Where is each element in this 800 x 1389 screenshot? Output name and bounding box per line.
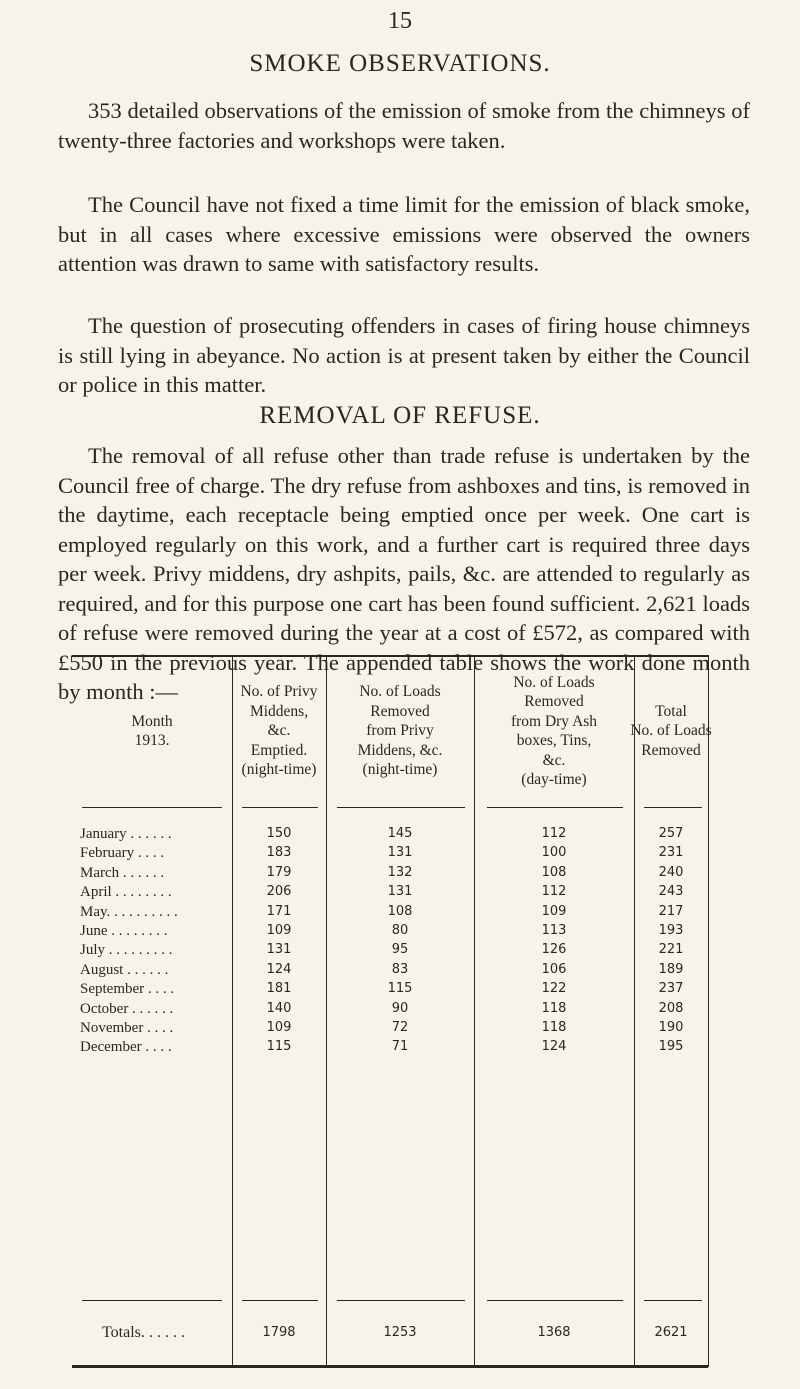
privy-cell: 109	[266, 1020, 292, 1035]
smoke-heading: SMOKE OBSERVATIONS.	[249, 50, 551, 77]
loads-ash-cell: 112	[541, 826, 567, 841]
refuse-paragraph: The removal of all refuse other than trade refuse is undertaken by the Council free of charge. The dry refuse from ashboxes and tins, is removed in the daytime, each receptacle being emptied once per week. One cart is employed regularly on this work, and a further cart is required three days per week. Privy middens, dry ashpits, pails, &c. are attended to regularly as required, and for this purpose one cart has been found sufficient. 2,621 loads of refuse were removed during the year at a cost of £572, as compared with £550 in the previous year. The appended table shows the work done month by month :—	[58, 443, 750, 704]
table-row	[72, 941, 708, 959]
total-cell: 195	[658, 1039, 684, 1055]
loads-privy-cell: 71	[391, 1039, 409, 1055]
privy-cell: 109	[266, 923, 292, 938]
header-underline	[242, 807, 318, 808]
total-cell: 221	[658, 942, 684, 958]
loads-privy-cell: 108	[387, 903, 413, 919]
loads-ash-cell: 106	[541, 961, 567, 977]
month-cell: March . . . . . .	[80, 864, 165, 881]
monthly-refuse-table	[72, 655, 712, 1387]
loads-privy-cell: 72	[391, 1020, 409, 1035]
page-number: 15	[388, 8, 412, 34]
privy-cell: 179	[266, 864, 292, 880]
table-row	[72, 1038, 708, 1056]
smoke-paragraph-2: The Council have not fixed a time limit for the emission of black smoke, but in all cases where excessive emissions were observed the owners attention was drawn to same with satisfactory results.	[58, 192, 750, 276]
header-total: Total No. of Loads Removed	[630, 702, 712, 759]
table-bottom-rule	[72, 1365, 708, 1368]
table-row	[72, 1000, 708, 1018]
month-cell: November . . . .	[80, 1020, 174, 1036]
table-row	[72, 844, 708, 862]
month-cell: October . . . . . .	[80, 1000, 174, 1017]
privy-cell: 183	[266, 845, 292, 861]
loads-ash-cell: 100	[541, 845, 567, 861]
header-underline	[487, 807, 623, 808]
header-underline	[82, 807, 222, 808]
month-cell: January . . . . . .	[80, 826, 172, 842]
totals-underline	[242, 1300, 318, 1301]
total-cell: 193	[658, 923, 684, 938]
privy-cell: 181	[266, 981, 292, 997]
loads-ash-cell: 113	[541, 923, 567, 938]
totals-loads-ash: 1368	[537, 1325, 571, 1340]
totals-underline	[82, 1300, 222, 1301]
loads-privy-cell: 80	[391, 923, 409, 938]
month-cell: February . . . .	[80, 845, 165, 862]
loads-ash-cell: 109	[541, 903, 567, 919]
smoke-paragraph-1: 353 detailed observations of the emission of smoke from the chimneys of twenty-three factories and workshops were taken.	[58, 98, 750, 153]
loads-ash-cell: 112	[541, 884, 567, 900]
privy-cell: 206	[266, 884, 292, 900]
loads-ash-cell: 126	[541, 942, 567, 958]
total-cell: 189	[658, 961, 684, 977]
refuse-heading: REMOVAL OF REFUSE.	[259, 402, 541, 429]
totals-underline	[644, 1300, 702, 1301]
header-underline	[337, 807, 465, 808]
total-cell: 243	[658, 884, 684, 900]
table-row	[72, 903, 708, 921]
header-month: Month 1913.	[131, 712, 173, 749]
table-row	[72, 825, 708, 843]
privy-cell: 115	[266, 1039, 292, 1055]
month-cell: September . . . .	[80, 981, 175, 998]
loads-privy-cell: 131	[387, 884, 413, 900]
totals-row	[72, 1324, 708, 1342]
totals-underline	[337, 1300, 465, 1301]
loads-ash-cell: 118	[541, 1000, 567, 1016]
privy-cell: 171	[266, 903, 292, 919]
loads-ash-cell: 108	[541, 864, 567, 880]
privy-cell: 124	[266, 961, 292, 977]
month-cell: June . . . . . . . .	[80, 923, 168, 939]
totals-total: 2621	[654, 1325, 688, 1340]
table-row	[72, 922, 708, 940]
loads-ash-cell: 122	[541, 981, 567, 997]
privy-cell: 140	[266, 1000, 292, 1016]
loads-privy-cell: 115	[387, 981, 413, 997]
loads-privy-cell: 132	[387, 864, 413, 880]
totals-label: Totals. . . . . .	[102, 1324, 185, 1341]
month-cell: May. . . . . . . . . .	[80, 903, 178, 920]
column-divider	[708, 655, 709, 1367]
privy-cell: 150	[266, 826, 292, 841]
total-cell: 237	[658, 981, 684, 997]
smoke-paragraph-3: The question of prosecuting offenders in cases of firing house chimneys is still lying in abeyance. No action is at present taken by either the Council or police in this matter.	[58, 313, 750, 397]
totals-loads-privy: 1253	[383, 1325, 417, 1340]
loads-privy-cell: 145	[387, 826, 413, 841]
loads-privy-cell: 131	[387, 845, 413, 861]
table-row	[72, 1019, 708, 1037]
total-cell: 208	[658, 1000, 684, 1016]
table-row	[72, 883, 708, 901]
totals-privy: 1798	[262, 1325, 296, 1340]
total-cell: 231	[658, 845, 684, 861]
total-cell: 257	[658, 826, 684, 841]
header-loads-ash: No. of Loads Removed from Dry Ash boxes, Tins, &c. (day-time)	[510, 673, 598, 788]
header-privy-emptied: No. of Privy Middens, &c. Emptied. (night-time)	[240, 683, 318, 779]
month-cell: April . . . . . . . .	[80, 884, 172, 901]
header-loads-privy: No. of Loads Removed from Privy Middens, &c. (night-time)	[357, 683, 443, 779]
month-cell: July . . . . . . . . .	[80, 942, 173, 959]
loads-privy-cell: 90	[391, 1000, 409, 1016]
privy-cell: 131	[266, 942, 292, 958]
table-row	[72, 980, 708, 998]
table-row	[72, 864, 708, 882]
totals-underline	[487, 1300, 623, 1301]
table-row	[72, 961, 708, 979]
month-cell: August . . . . . .	[80, 961, 169, 978]
month-cell: December . . . .	[80, 1039, 172, 1056]
loads-ash-cell: 124	[541, 1039, 567, 1055]
loads-ash-cell: 118	[541, 1020, 567, 1035]
total-cell: 190	[658, 1020, 684, 1035]
loads-privy-cell: 83	[391, 961, 409, 977]
total-cell: 240	[658, 864, 684, 880]
total-cell: 217	[658, 903, 684, 919]
loads-privy-cell: 95	[391, 942, 409, 958]
header-underline	[644, 807, 702, 808]
